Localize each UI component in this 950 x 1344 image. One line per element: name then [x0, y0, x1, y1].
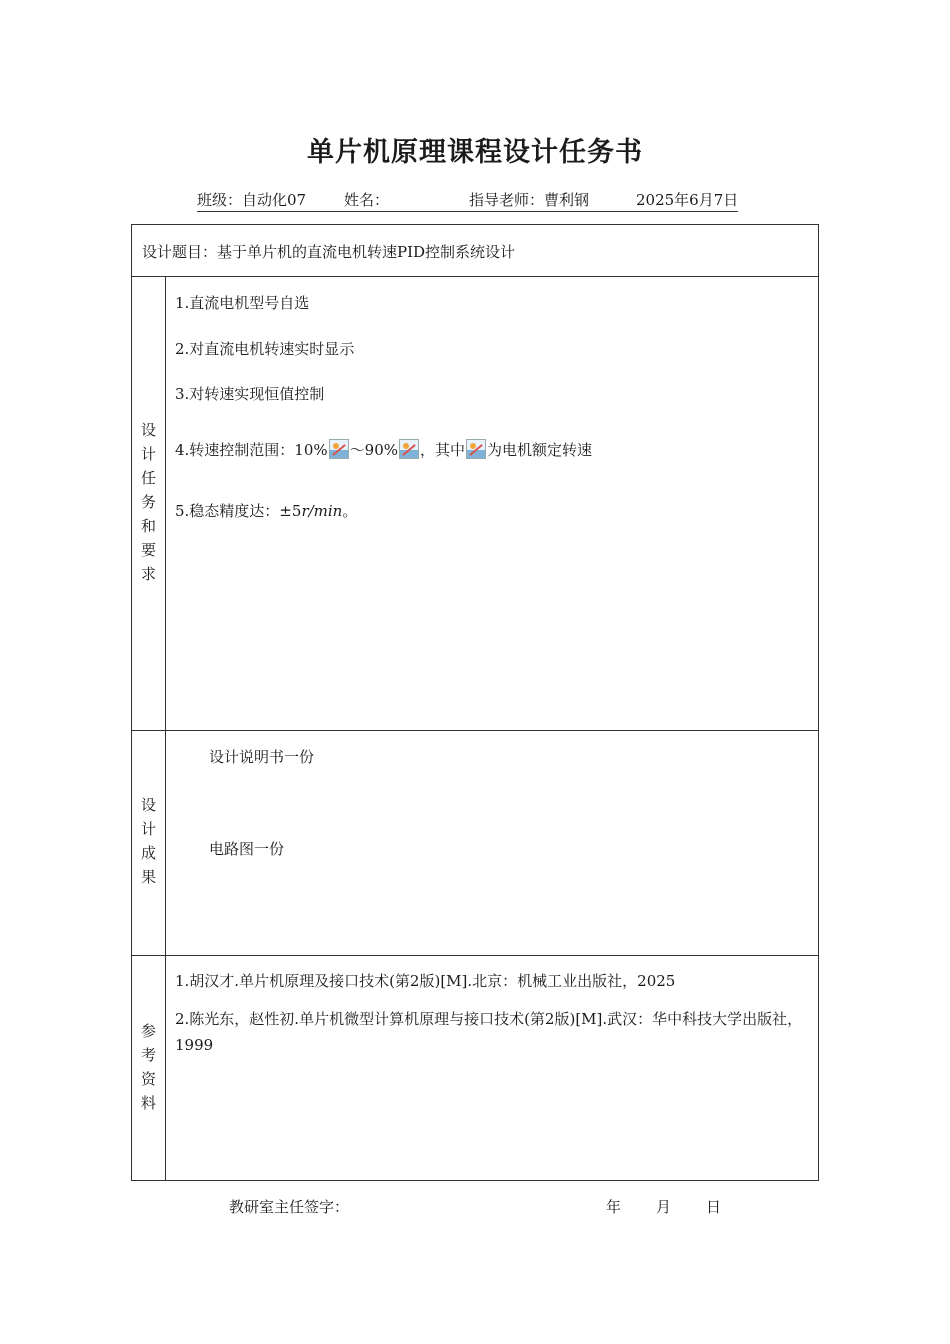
requirement-item: 1.直流电机型号自选: [175, 294, 310, 312]
task-table: [131, 224, 819, 1181]
document-meta: [197, 189, 738, 212]
design-topic: 设计题目：基于单片机的直流电机转速PID控制系统设计: [142, 243, 516, 261]
signature-label: 教研室主任签字：: [229, 1198, 350, 1216]
footer-day: 日: [706, 1198, 722, 1216]
footer-month: 月: [656, 1198, 672, 1216]
broken-image-icon: [399, 439, 419, 459]
broken-image-icon: [466, 439, 486, 459]
outcome-item: 设计说明书一份: [209, 748, 315, 766]
requirement-item: 3.对转速实现恒值控制: [175, 385, 325, 403]
requirements-heading: 设 计 任 务 和 要 求: [140, 421, 156, 583]
outcomes-heading: 设 计 成 果: [140, 796, 156, 886]
name-label: 姓名：: [344, 191, 390, 209]
teacher-label: 指导老师：曹利钢: [469, 191, 590, 209]
divider: [132, 955, 818, 956]
requirement-item: 2.对直流电机转速实时显示: [175, 340, 355, 358]
references-heading: 参 考 资 料: [140, 1022, 156, 1112]
speed-unit: r/min: [301, 502, 343, 520]
requirement-item: 4.转速控制范围：10% ～90% ，其中 为电机额定转速: [175, 441, 593, 459]
reference-item: 2.陈光东，赵性初.单片机微型计算机原理与接口技术(第2版)[M].武汉：华中科技大学出版社，1999: [175, 1010, 803, 1054]
requirement-item: 5.稳态精度达：±5r/min。: [175, 502, 358, 520]
class-label: 班级：自动化07: [197, 191, 307, 209]
footer-year: 年: [606, 1198, 622, 1216]
column-divider: [165, 276, 166, 1181]
outcome-item: 电路图一份: [209, 840, 285, 858]
divider: [132, 276, 818, 277]
broken-image-icon: [329, 439, 349, 459]
divider: [132, 730, 818, 731]
reference-item: 1.胡汉才.单片机原理及接口技术(第2版)[M].北京：机械工业出版社，2025: [175, 972, 676, 990]
document-title: 单片机原理课程设计任务书: [307, 137, 643, 168]
date-label: 2025年6月7日: [636, 191, 739, 209]
